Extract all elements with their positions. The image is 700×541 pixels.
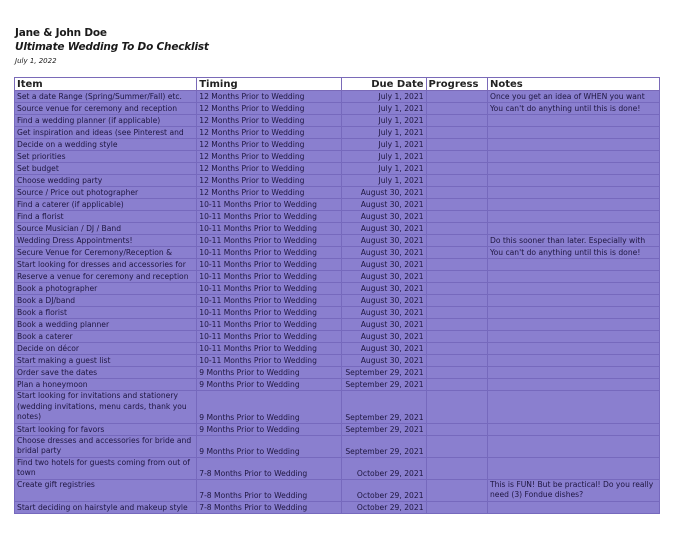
notes-cell[interactable] xyxy=(487,115,659,127)
item-cell[interactable]: Start deciding on hairstyle and makeup style xyxy=(15,501,197,513)
table-row xyxy=(15,391,660,424)
progress-cell[interactable] xyxy=(426,127,487,139)
timing-cell[interactable]: 12 Months Prior to Wedding xyxy=(197,127,341,139)
item-cell[interactable]: Source / Price out photographer xyxy=(15,187,197,199)
document-date: July 1, 2022 xyxy=(15,57,57,65)
timing-cell[interactable]: 12 Months Prior to Wedding xyxy=(197,139,341,151)
notes-cell[interactable] xyxy=(487,331,659,343)
table-row xyxy=(15,259,660,271)
timing-cell[interactable]: 12 Months Prior to Wedding xyxy=(197,151,341,163)
table-row xyxy=(15,211,660,223)
item-cell[interactable]: Book a wedding planner xyxy=(15,319,197,331)
item-cell[interactable]: Decide on a wedding style xyxy=(15,139,197,151)
notes-cell[interactable] xyxy=(487,139,659,151)
progress-cell[interactable] xyxy=(426,501,487,513)
table-row xyxy=(15,283,660,295)
due-date-cell[interactable]: August 30, 2021 xyxy=(341,319,426,331)
names-heading: Jane & John Doe xyxy=(15,27,107,39)
timing-cell[interactable]: 7-8 Months Prior to Wedding xyxy=(197,457,341,479)
table-row xyxy=(15,295,660,307)
table-row xyxy=(15,115,660,127)
timing-cell[interactable]: 7-8 Months Prior to Wedding xyxy=(197,479,341,501)
progress-cell[interactable] xyxy=(426,343,487,355)
timing-cell[interactable]: 9 Months Prior to Wedding xyxy=(197,379,341,391)
progress-cell[interactable] xyxy=(426,139,487,151)
document-title: Ultimate Wedding To Do Checklist xyxy=(15,41,209,53)
table-row xyxy=(15,127,660,139)
due-date-cell[interactable]: August 30, 2021 xyxy=(341,355,426,367)
timing-cell[interactable]: 12 Months Prior to Wedding xyxy=(197,175,341,187)
table-row xyxy=(15,435,660,457)
item-cell[interactable]: Source Musician / DJ / Band xyxy=(15,223,197,235)
progress-cell[interactable] xyxy=(426,247,487,259)
item-cell[interactable]: Set budget xyxy=(15,163,197,175)
table-row xyxy=(15,223,660,235)
notes-cell[interactable]: Do this sooner than later. Especially with xyxy=(487,235,659,247)
notes-cell[interactable] xyxy=(487,307,659,319)
table-row xyxy=(15,271,660,283)
timing-cell[interactable]: 10-11 Months Prior to Wedding xyxy=(197,343,341,355)
timing-cell[interactable]: 7-8 Months Prior to Wedding xyxy=(197,501,341,513)
due-date-cell[interactable]: August 30, 2021 xyxy=(341,259,426,271)
timing-cell[interactable]: 12 Months Prior to Wedding xyxy=(197,91,341,103)
table-row xyxy=(15,235,660,247)
due-date-cell[interactable]: July 1, 2021 xyxy=(341,115,426,127)
due-date-cell[interactable]: July 1, 2021 xyxy=(341,91,426,103)
table-row xyxy=(15,319,660,331)
item-cell[interactable]: Book a florist xyxy=(15,307,197,319)
timing-cell[interactable]: 10-11 Months Prior to Wedding xyxy=(197,331,341,343)
header-row xyxy=(15,78,660,91)
notes-cell[interactable] xyxy=(487,151,659,163)
progress-cell[interactable] xyxy=(426,435,487,457)
notes-cell[interactable] xyxy=(487,163,659,175)
table-row xyxy=(15,423,660,435)
notes-cell[interactable] xyxy=(487,199,659,211)
table-row xyxy=(15,501,660,513)
table-row xyxy=(15,175,660,187)
item-cell[interactable]: Start looking for invitations and stationery (wedding invitations, menu cards, thank you notes) xyxy=(15,391,197,424)
due-date-cell[interactable]: September 29, 2021 xyxy=(341,367,426,379)
timing-cell[interactable]: 9 Months Prior to Wedding xyxy=(197,367,341,379)
progress-cell[interactable] xyxy=(426,91,487,103)
due-date-cell[interactable]: August 30, 2021 xyxy=(341,295,426,307)
item-cell[interactable]: Get inspiration and ideas (see Pinterest and xyxy=(15,127,197,139)
table-row xyxy=(15,367,660,379)
item-cell[interactable]: Find a florist xyxy=(15,211,197,223)
progress-cell[interactable] xyxy=(426,211,487,223)
due-date-cell[interactable]: August 30, 2021 xyxy=(341,235,426,247)
timing-cell[interactable]: 9 Months Prior to Wedding xyxy=(197,435,341,457)
notes-cell[interactable] xyxy=(487,259,659,271)
notes-cell[interactable] xyxy=(487,283,659,295)
timing-cell[interactable]: 10-11 Months Prior to Wedding xyxy=(197,199,341,211)
timing-cell[interactable]: 10-11 Months Prior to Wedding xyxy=(197,355,341,367)
due-date-cell[interactable]: July 1, 2021 xyxy=(341,175,426,187)
item-cell[interactable]: Start looking for favors xyxy=(15,423,197,435)
table-row xyxy=(15,91,660,103)
due-date-cell[interactable]: July 1, 2021 xyxy=(341,151,426,163)
column-header-progress[interactable]: Progress xyxy=(426,78,487,91)
timing-cell[interactable]: 9 Months Prior to Wedding xyxy=(197,423,341,435)
due-date-cell[interactable]: August 30, 2021 xyxy=(341,307,426,319)
item-cell[interactable]: Start looking for dresses and accessories for xyxy=(15,259,197,271)
due-date-cell[interactable]: August 30, 2021 xyxy=(341,283,426,295)
item-cell[interactable]: Plan a honeymoon xyxy=(15,379,197,391)
column-header-due-date[interactable]: Due Date xyxy=(341,78,426,91)
progress-cell[interactable] xyxy=(426,223,487,235)
timing-cell[interactable]: 12 Months Prior to Wedding xyxy=(197,103,341,115)
timing-cell[interactable]: 10-11 Months Prior to Wedding xyxy=(197,307,341,319)
notes-cell[interactable] xyxy=(487,423,659,435)
notes-cell[interactable] xyxy=(487,271,659,283)
table-row xyxy=(15,151,660,163)
notes-cell[interactable] xyxy=(487,175,659,187)
progress-cell[interactable] xyxy=(426,391,487,424)
table-row xyxy=(15,103,660,115)
notes-cell[interactable]: You can't do anything until this is done! xyxy=(487,247,659,259)
progress-cell[interactable] xyxy=(426,367,487,379)
column-header-item[interactable]: Item xyxy=(15,78,197,91)
table-row xyxy=(15,479,660,501)
notes-cell[interactable] xyxy=(487,211,659,223)
due-date-cell[interactable]: October 29, 2021 xyxy=(341,457,426,479)
due-date-cell[interactable]: August 30, 2021 xyxy=(341,331,426,343)
progress-cell[interactable] xyxy=(426,295,487,307)
progress-cell[interactable] xyxy=(426,379,487,391)
column-header-notes[interactable]: Notes xyxy=(487,78,659,91)
item-cell[interactable]: Find two hotels for guests coming from out of town xyxy=(15,457,197,479)
item-cell[interactable]: Create gift registries xyxy=(15,479,197,501)
table-row xyxy=(15,331,660,343)
due-date-cell[interactable]: July 1, 2021 xyxy=(341,163,426,175)
due-date-cell[interactable]: September 29, 2021 xyxy=(341,379,426,391)
item-cell[interactable]: Reserve a venue for ceremony and reception xyxy=(15,271,197,283)
due-date-cell[interactable]: August 30, 2021 xyxy=(341,199,426,211)
table-row xyxy=(15,307,660,319)
table-row xyxy=(15,199,660,211)
table-body xyxy=(15,91,660,514)
notes-cell[interactable] xyxy=(487,187,659,199)
item-cell[interactable]: Book a DJ/band xyxy=(15,295,197,307)
notes-cell[interactable] xyxy=(487,355,659,367)
due-date-cell[interactable]: July 1, 2021 xyxy=(341,139,426,151)
timing-cell[interactable]: 12 Months Prior to Wedding xyxy=(197,163,341,175)
notes-cell[interactable]: Once you get an idea of WHEN you want xyxy=(487,91,659,103)
item-cell[interactable]: Choose dresses and accessories for bride and bridal party xyxy=(15,435,197,457)
due-date-cell[interactable]: September 29, 2021 xyxy=(341,391,426,424)
progress-cell[interactable] xyxy=(426,151,487,163)
item-cell[interactable]: Set a date Range (Spring/Summer/Fall) etc. xyxy=(15,91,197,103)
notes-cell[interactable]: This is FUN! But be practical! Do you really need (3) Fondue dishes? xyxy=(487,479,659,501)
item-cell[interactable]: Book a caterer xyxy=(15,331,197,343)
due-date-cell[interactable]: August 30, 2021 xyxy=(341,271,426,283)
timing-cell[interactable]: 12 Months Prior to Wedding xyxy=(197,115,341,127)
progress-cell[interactable] xyxy=(426,283,487,295)
due-date-cell[interactable]: July 1, 2021 xyxy=(341,103,426,115)
progress-cell[interactable] xyxy=(426,259,487,271)
notes-cell[interactable] xyxy=(487,379,659,391)
progress-cell[interactable] xyxy=(426,307,487,319)
progress-cell[interactable] xyxy=(426,479,487,501)
timing-cell[interactable]: 9 Months Prior to Wedding xyxy=(197,391,341,424)
table-row xyxy=(15,343,660,355)
progress-cell[interactable] xyxy=(426,457,487,479)
timing-cell[interactable]: 10-11 Months Prior to Wedding xyxy=(197,211,341,223)
timing-cell[interactable]: 10-11 Months Prior to Wedding xyxy=(197,235,341,247)
item-cell[interactable]: Book a photographer xyxy=(15,283,197,295)
due-date-cell[interactable]: August 30, 2021 xyxy=(341,343,426,355)
item-cell[interactable]: Choose wedding party xyxy=(15,175,197,187)
due-date-cell[interactable]: August 30, 2021 xyxy=(341,247,426,259)
due-date-cell[interactable]: July 1, 2021 xyxy=(341,127,426,139)
item-cell[interactable]: Decide on décor xyxy=(15,343,197,355)
progress-cell[interactable] xyxy=(426,199,487,211)
progress-cell[interactable] xyxy=(426,423,487,435)
item-cell[interactable]: Source venue for ceremony and reception xyxy=(15,103,197,115)
timing-cell[interactable]: 10-11 Months Prior to Wedding xyxy=(197,319,341,331)
progress-cell[interactable] xyxy=(426,103,487,115)
due-date-cell[interactable]: September 29, 2021 xyxy=(341,435,426,457)
notes-cell[interactable] xyxy=(487,435,659,457)
timing-cell[interactable]: 10-11 Months Prior to Wedding xyxy=(197,295,341,307)
item-cell[interactable]: Wedding Dress Appointments! xyxy=(15,235,197,247)
item-cell[interactable]: Start making a guest list xyxy=(15,355,197,367)
notes-cell[interactable] xyxy=(487,319,659,331)
table-row xyxy=(15,355,660,367)
due-date-cell[interactable]: October 29, 2021 xyxy=(341,479,426,501)
due-date-cell[interactable]: August 30, 2021 xyxy=(341,211,426,223)
progress-cell[interactable] xyxy=(426,175,487,187)
notes-cell[interactable] xyxy=(487,127,659,139)
item-cell[interactable]: Set priorities xyxy=(15,151,197,163)
progress-cell[interactable] xyxy=(426,163,487,175)
progress-cell[interactable] xyxy=(426,187,487,199)
progress-cell[interactable] xyxy=(426,319,487,331)
table-row xyxy=(15,139,660,151)
timing-cell[interactable]: 12 Months Prior to Wedding xyxy=(197,187,341,199)
due-date-cell[interactable]: October 29, 2021 xyxy=(341,501,426,513)
column-header-timing[interactable]: Timing xyxy=(197,78,341,91)
timing-cell[interactable]: 10-11 Months Prior to Wedding xyxy=(197,271,341,283)
item-cell[interactable]: Find a wedding planner (if applicable) xyxy=(15,115,197,127)
timing-cell[interactable]: 10-11 Months Prior to Wedding xyxy=(197,247,341,259)
timing-cell[interactable]: 10-11 Months Prior to Wedding xyxy=(197,259,341,271)
item-cell[interactable]: Order save the dates xyxy=(15,367,197,379)
progress-cell[interactable] xyxy=(426,355,487,367)
notes-cell[interactable] xyxy=(487,391,659,424)
item-cell[interactable]: Secure Venue for Ceremony/Reception & xyxy=(15,247,197,259)
progress-cell[interactable] xyxy=(426,331,487,343)
table-row xyxy=(15,379,660,391)
due-date-cell[interactable]: August 30, 2021 xyxy=(341,187,426,199)
notes-cell[interactable] xyxy=(487,343,659,355)
table-row xyxy=(15,163,660,175)
item-cell[interactable]: Find a caterer (if applicable) xyxy=(15,199,197,211)
progress-cell[interactable] xyxy=(426,115,487,127)
notes-cell[interactable] xyxy=(487,501,659,513)
progress-cell[interactable] xyxy=(426,271,487,283)
due-date-cell[interactable]: September 29, 2021 xyxy=(341,423,426,435)
notes-cell[interactable] xyxy=(487,295,659,307)
checklist-table xyxy=(14,77,660,514)
progress-cell[interactable] xyxy=(426,235,487,247)
timing-cell[interactable]: 10-11 Months Prior to Wedding xyxy=(197,283,341,295)
table-row xyxy=(15,247,660,259)
notes-cell[interactable]: You can't do anything until this is done! xyxy=(487,103,659,115)
timing-cell[interactable]: 10-11 Months Prior to Wedding xyxy=(197,223,341,235)
notes-cell[interactable] xyxy=(487,367,659,379)
notes-cell[interactable] xyxy=(487,457,659,479)
table-row xyxy=(15,457,660,479)
notes-cell[interactable] xyxy=(487,223,659,235)
due-date-cell[interactable]: August 30, 2021 xyxy=(341,223,426,235)
table-row xyxy=(15,187,660,199)
